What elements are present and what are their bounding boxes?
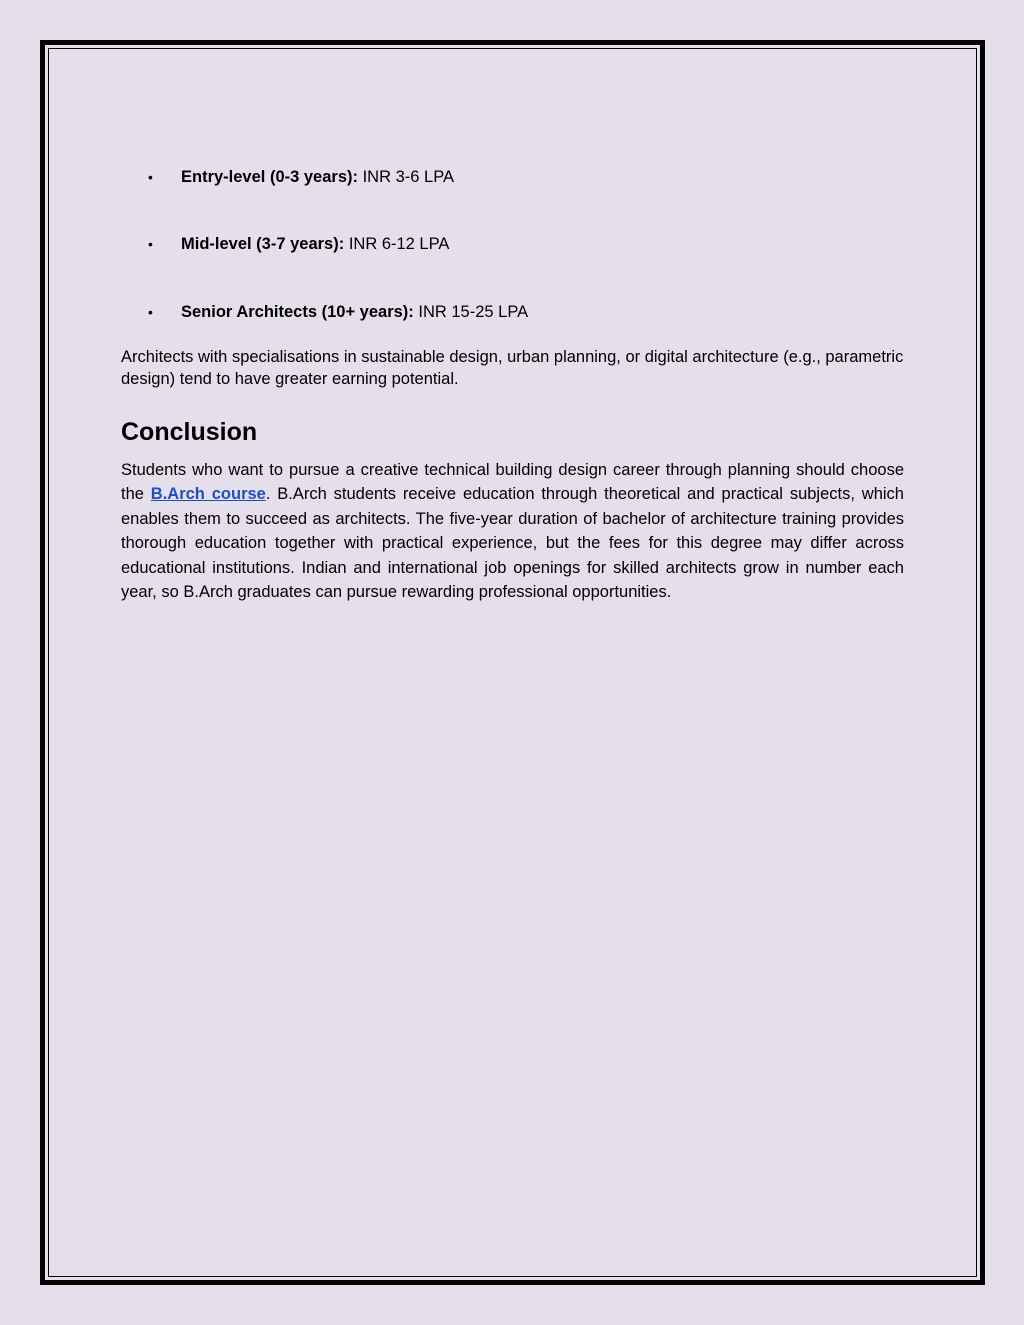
salary-item-label: Senior Architects (10+ years): [181,303,414,321]
salary-item-value: INR 6-12 LPA [344,235,450,253]
page-border-inner [48,48,977,1277]
bullet-icon: • [148,236,153,252]
conclusion-heading: Conclusion [121,418,258,446]
salary-item-value: INR 15-25 LPA [413,303,529,321]
specialisation-paragraph: Architects with specialisations in sustainable design, urban planning, or digital architecture (e.g., parametric design) tend to have greater earning potential. [121,348,904,388]
salary-item-text [181,167,454,187]
salary-item-label: Entry-level (0-3 years): [181,168,358,186]
conclusion-text-start: Students who want to pursue a creative technical building design career through planning should choose the [121,461,904,504]
salary-item-label: Mid-level (3-7 years): [181,235,345,253]
barch-course-link[interactable]: B.Arch course [150,485,266,504]
conclusion-paragraph [121,458,904,604]
salary-item-text [181,302,528,322]
conclusion-text-end: . B.Arch students receive education through theoretical and practical subjects, which enables them to succeed as architects. The five-year duration of bachelor of architecture training provides thorough education together with practical experience, but the fees for this degree may differ across educational institutions. Indian and international job openings for skilled architects grow in number each year, so B.Arch graduates can pursue rewarding professional opportunities. [121,485,904,602]
salary-item-text [181,234,449,254]
salary-item-value: INR 3-6 LPA [358,168,454,186]
bullet-icon: • [148,169,153,185]
bullet-icon: • [148,304,153,320]
